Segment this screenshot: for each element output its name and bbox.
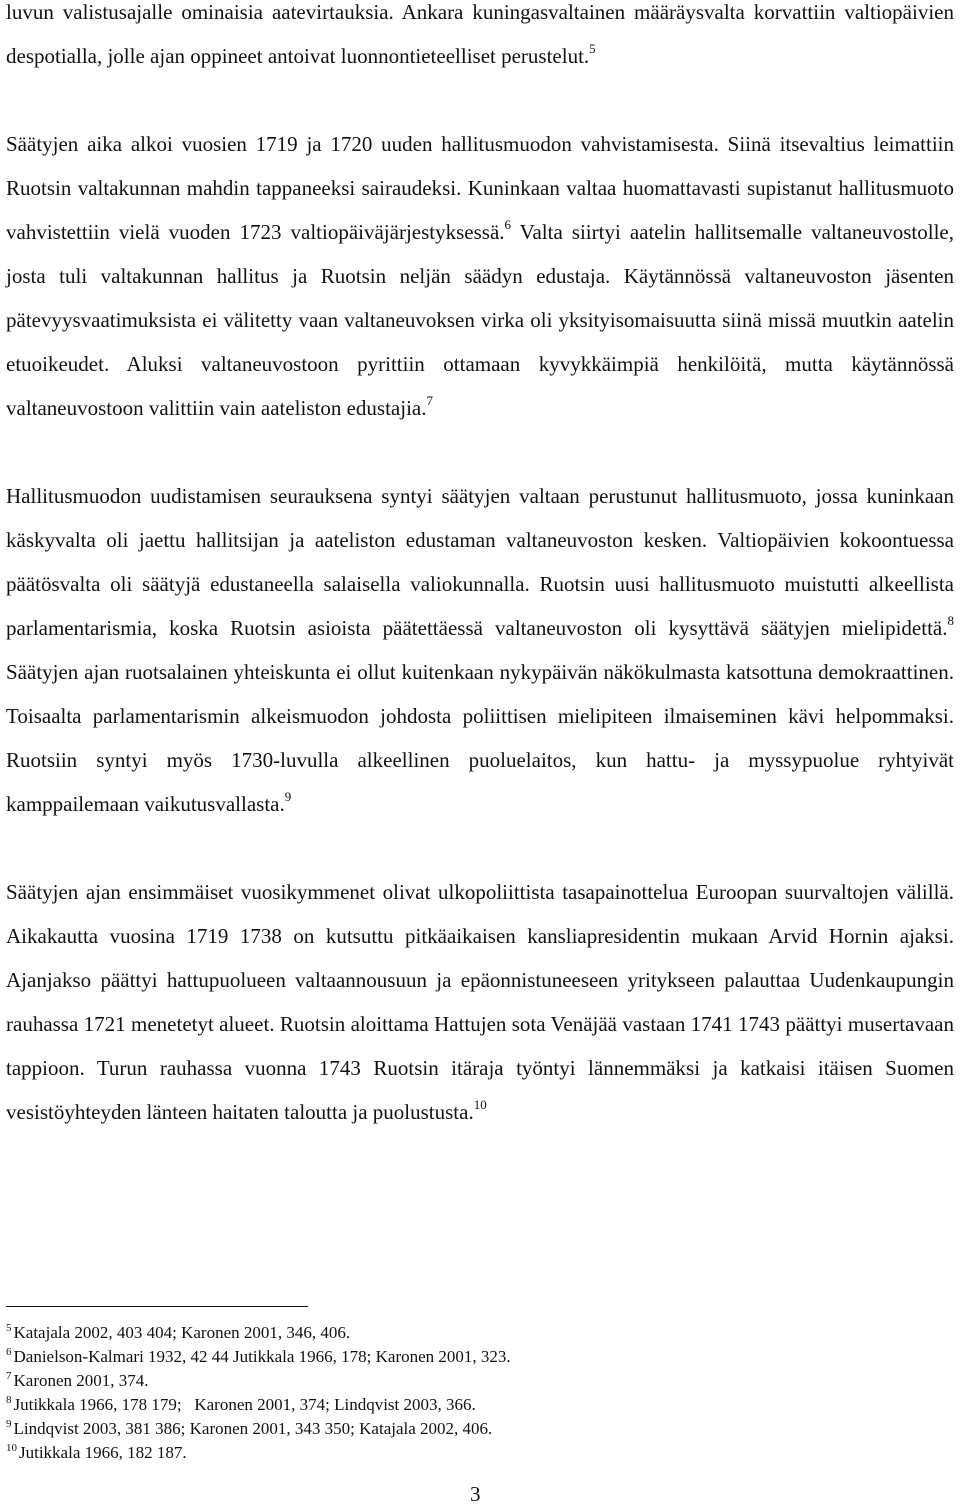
footnote-text: Katajala 2002, 403 404; Karonen 2001, 346, 406. (13, 1323, 351, 1342)
body-paragraph-3 (6, 474, 954, 826)
footnote-reference: 9 (284, 789, 292, 804)
footnote-reference: 7 (426, 393, 433, 408)
footnote-8 (6, 1393, 954, 1417)
footnote-text: Jutikkala 1966, 182 187. (19, 1443, 187, 1462)
footnote-text: Jutikkala 1966, 178 179; Karonen 2001, 374; Lindqvist 2003, 366. (13, 1395, 476, 1414)
paragraph-gap (6, 78, 954, 122)
footnote-reference: 5 (589, 41, 596, 56)
footnote-number: 10 (6, 1442, 17, 1455)
paragraph-gap (6, 826, 954, 870)
footnote-6 (6, 1345, 954, 1369)
page-number: 3 (470, 1482, 481, 1506)
footnote-reference: 6 (504, 217, 512, 232)
footnote-number: 7 (6, 1370, 12, 1383)
body-paragraph-4 (6, 870, 954, 1134)
footnote-reference: 10 (473, 1097, 487, 1112)
footnote-7 (6, 1369, 954, 1393)
body-paragraph-2 (6, 122, 954, 430)
footnote-5 (6, 1321, 954, 1345)
footnote-text: Danielson-Kalmari 1932, 42 44 Jutikkala 1966, 178; Karonen 2001, 323. (13, 1347, 511, 1366)
body-paragraph-1 (6, 0, 954, 78)
paragraph-text: Valta siirtyi aatelin hallitsemalle valtaneuvostolle, josta tuli valtakunnan hallitus ja Ruotsin neljän säädyn edustaja. Käytännössä valtaneuvoston jäsenten pätevyysvaatimuksista ei välitetty vaan valtaneuvoksen virka oli yksityisomaisuutta siinä missä muutkin aatelin etuoikeudet. Aluksi valtaneuvostoon pyrittiin ottamaan kyvykkäimpiä henkilöitä, mutta käytännössä valtaneuvostoon valittiin vain aateliston edustajia. (6, 220, 954, 420)
footnote-text: Lindqvist 2003, 381 386; Karonen 2001, 343 350; Katajala 2002, 406. (13, 1419, 493, 1438)
footnote-9 (6, 1417, 954, 1441)
footnote-text: Karonen 2001, 374. (13, 1371, 149, 1390)
paragraph-gap (6, 430, 954, 474)
footnote-number: 9 (6, 1418, 12, 1431)
footnote-10 (6, 1441, 954, 1465)
paragraph-text: luvun valistusajalle ominaisia aatevirtauksia. Ankara kuningasvaltainen määräysvalta korvattiin valtiopäivien despotialla, jolle ajan oppineet antoivat luonnontieteelliset perustelut. (6, 0, 954, 68)
footnote-number: 5 (6, 1322, 12, 1335)
footnote-number: 8 (6, 1394, 12, 1407)
footnote-separator (6, 1306, 308, 1307)
paragraph-text: Säätyjen ajan ensimmäiset vuosikymmenet olivat ulkopoliittista tasapainottelua Euroopan suurvaltojen välillä. Aikakautta vuosina 1719 1738 on kutsuttu pitkäaikaisen kansliapresidentin mukaan Arvid Hornin ajaksi. Ajanjakso päättyi hattupuolueen valtaannousuun ja epäonnistuneeseen yritykseen palauttaa Uudenkaupungin rauhassa 1721 menetetyt alueet. Ruotsin aloittama Hattujen sota Venäjää vastaan 1741 1743 päättyi musertavaan tappioon. Turun rauhassa vuonna 1743 Ruotsin itäraja työntyi lännemmäksi ja katkaisi itäisen Suomen vesistöyhteyden länteen haitaten taloutta ja puolustusta. (6, 880, 954, 1124)
footnotes (6, 1321, 954, 1465)
paragraph-text: Säätyjen ajan ruotsalainen yhteiskunta ei ollut kuitenkaan nykypäivän näkökulmasta katsottuna demokraattinen. Toisaalta parlamentarismin alkeismuodon johdosta poliittisen mielipiteen ilmaiseminen kävi helpommaksi. Ruotsiin syntyi myös 1730-luvulla alkeellinen puoluelaitos, kun hattu- ja myssypuolue ryhtyivät kamppailemaan vaikutusvallasta. (6, 660, 954, 816)
paragraph-text: Säätyjen aika alkoi vuosien 1719 ja 1720 uuden hallitusmuodon vahvistamisesta. Siinä itsevaltius leimattiin Ruotsin valtakunnan mahdin tappaneeksi sairaudeksi. Kuninkaan valtaa huomattavasti supistanut hallitusmuoto vahvistettiin vielä vuoden 1723 valtiopäiväjärjestyksessä. (6, 132, 954, 244)
paragraph-text: Hallitusmuodon uudistamisen seurauksena syntyi säätyjen valtaan perustunut hallitusmuoto, jossa kuninkaan käskyvalta oli jaettu hallitsijan ja aateliston edustaman valtaneuvoston kesken. Valtiopäivien kokoontuessa päätösvalta oli säätyjä edustaneella salaisella valiokunnalla. Ruotsin uusi hallitusmuoto muistutti alkeellista parlamentarismia, koska Ruotsin asioista päätettäessä valtaneuvoston oli kysyttävä säätyjen mielipidettä. (6, 484, 954, 640)
footnote-reference: 8 (947, 613, 954, 628)
footnote-number: 6 (6, 1346, 12, 1359)
document-page (6, 0, 954, 1134)
